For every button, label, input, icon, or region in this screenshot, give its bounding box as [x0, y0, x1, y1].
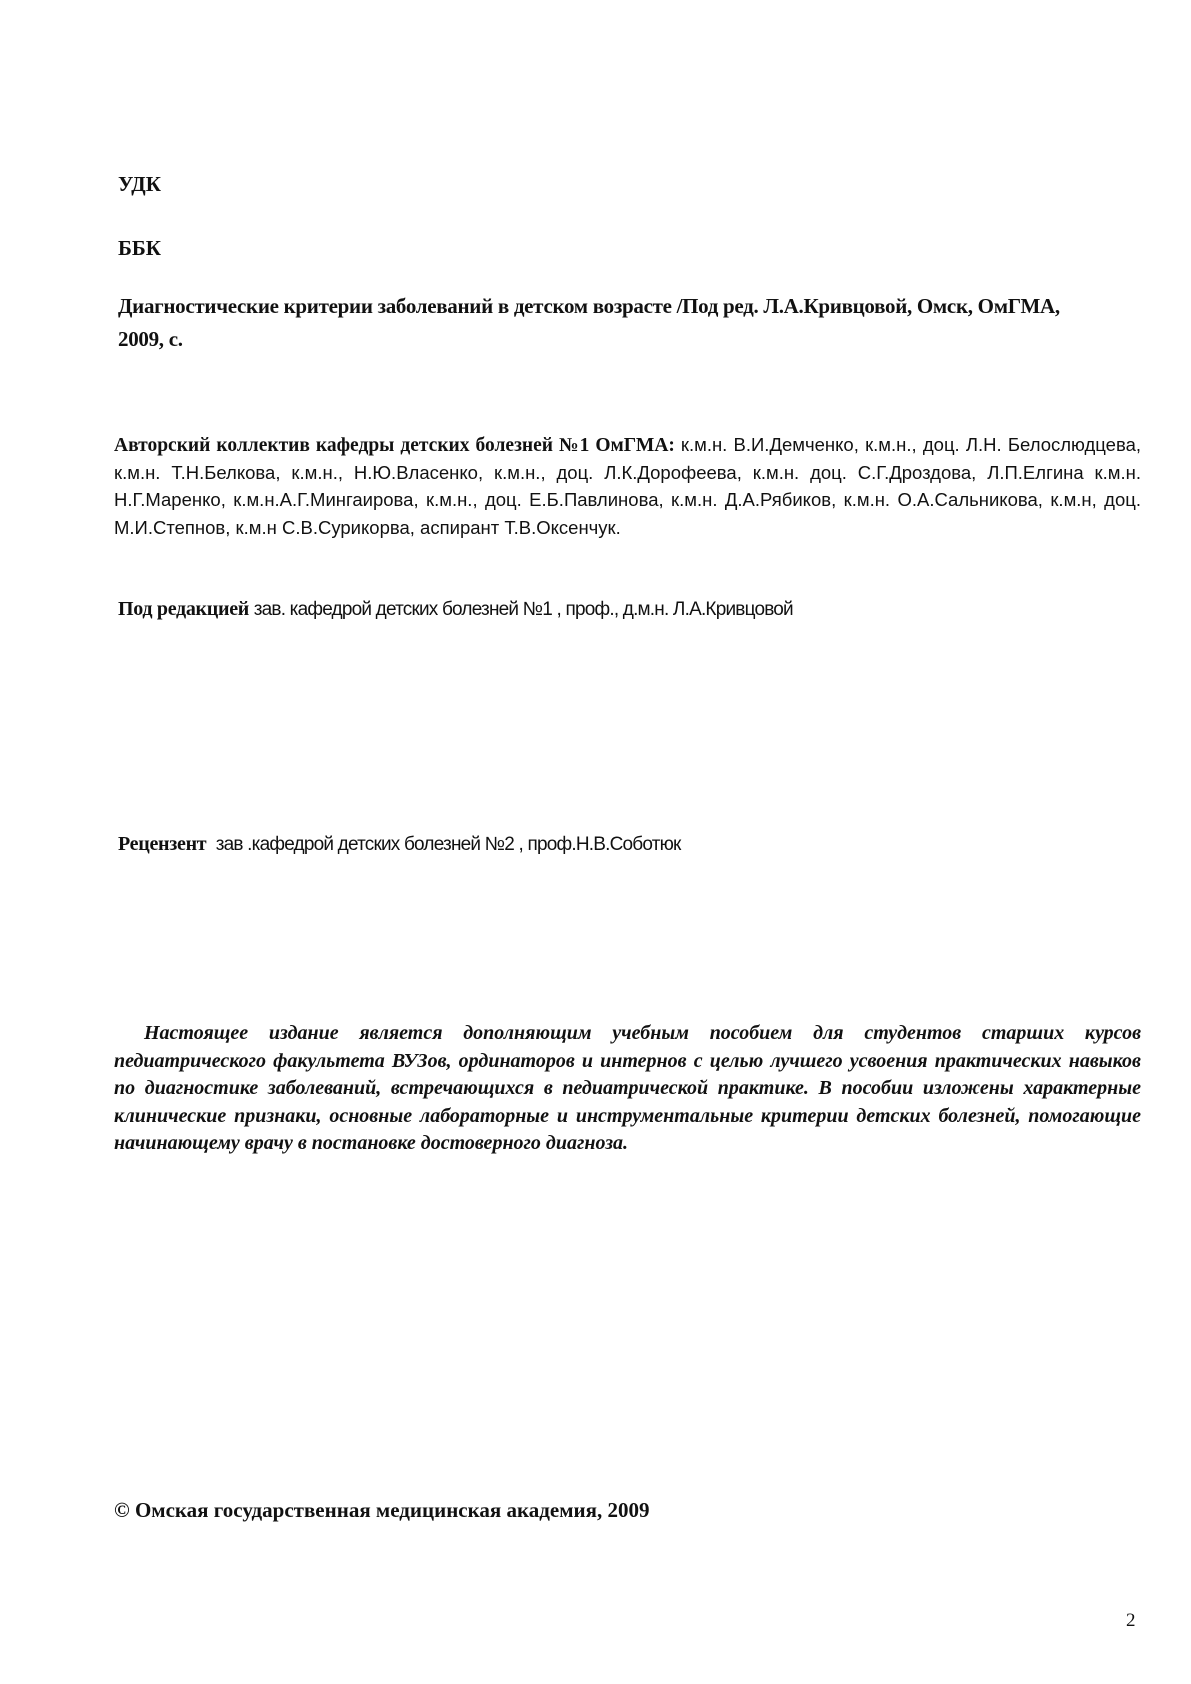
reviewer-details: зав .кафедрой детских болезней №2 , проф.Н.В.Соботюк [215, 834, 681, 855]
authors-paragraph [114, 432, 1141, 542]
editor-lead: Под редакцией [118, 598, 250, 620]
editor-line [118, 598, 793, 621]
copyright-line: © Омская государственная медицинская академия, 2009 [114, 1498, 650, 1522]
udk-label: УДК [118, 172, 161, 196]
bibliographic-citation: Диагностические критерии заболеваний в детском возрасте /Под ред. Л.А.Кривцовой, Омск, ОмГМА, 2009, с. [118, 294, 1060, 351]
abstract-paragraph: Настоящее издание является дополняющим учебным пособием для студентов старших курсов педиатрического факультета ВУЗов, ординаторов и интернов с целью лучшего усвоения практических навыков по диагностике заболеваний, встречающихся в педиатрической практике. В пособии изложены характерные клинические признаки, основные лабораторные и инструментальные критерии детских болезней, помогающие начинающему врачу в постановке достоверного диагноза. [114, 1022, 1141, 1154]
editor-details: зав. кафедрой детских болезней №1 , проф., д.м.н. Л.А.Кривцовой [253, 599, 793, 620]
authors-names: к.м.н. В.И.Демченко, к.м.н., доц. Л.Н. Белослюдцева, к.м.н. Т.Н.Белкова, к.м.н., Н.Ю.Власенко, к.м.н., доц. Л.К.Дорофеева, к.м.н. доц. С.Г.Дроздова, Л.П.Елгина к.м.н. Н.Г.Маренко, к.м.н.А.Г.Мингаирова, к.м.н., доц. Е.Б.Павлинова, к.м.н. Д.А.Рябиков, к.м.н. О.А.Сальникова, к.м.н, доц. М.И.Степнов, к.м.н С.В.Сурикорва, аспирант Т.В.Оксенчук. [114, 434, 1142, 538]
page-number: 2 [1126, 1610, 1136, 1631]
bbk-label: ББК [118, 236, 161, 260]
authors-lead: Авторский коллектив кафедры детских болезней №1 ОмГМА: [114, 435, 675, 456]
reviewer-lead: Рецензент [118, 833, 207, 855]
reviewer-line [118, 833, 681, 856]
